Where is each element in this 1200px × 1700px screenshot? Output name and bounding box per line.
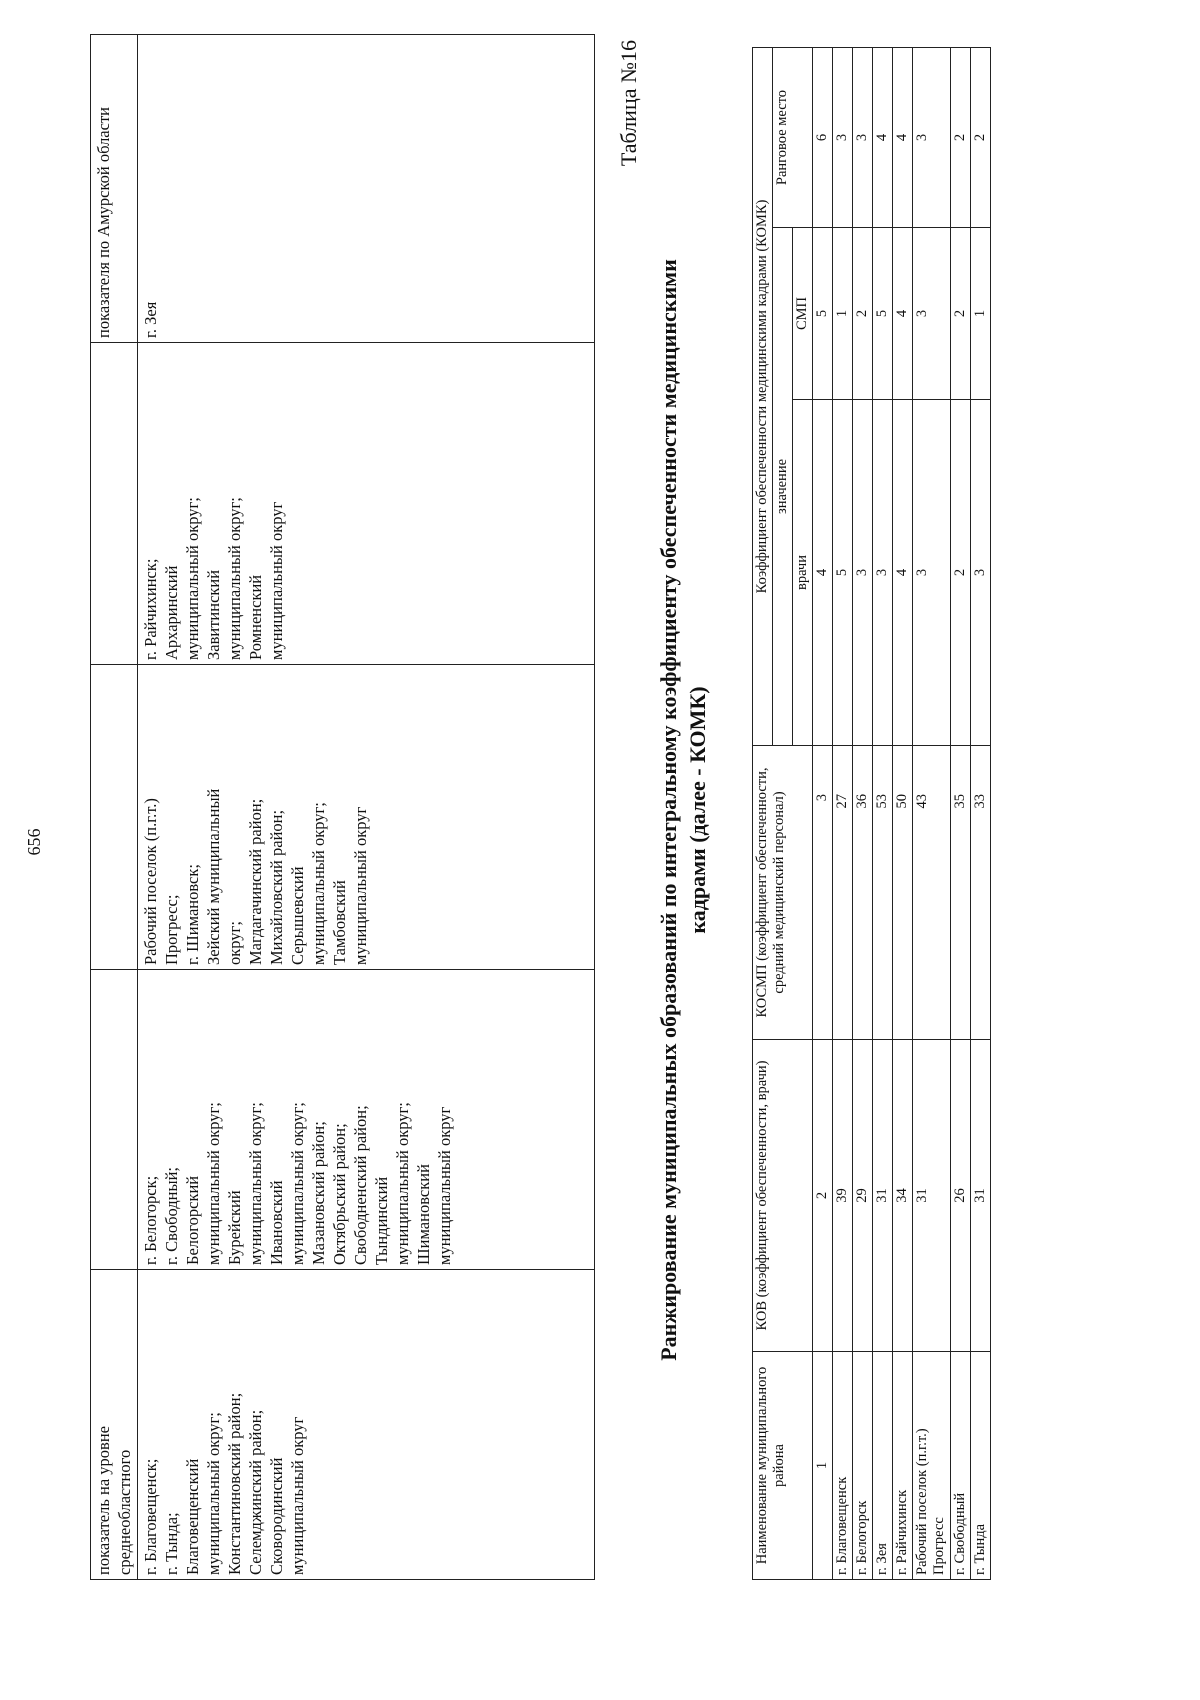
cell-smp: 2 — [853, 228, 873, 400]
table-header-row — [91, 35, 138, 1580]
header-kosmp: КОСМП (коэффициент обеспеченности, средний медицинский персонал) — [753, 746, 813, 1040]
table-row — [913, 48, 951, 1580]
table-row — [971, 48, 991, 1580]
cell-rank: 4 — [873, 48, 893, 228]
group-cell-3: Рабочий поселок (п.г.т.) Прогресс; г. Шимановск; Зейский муниципальный округ; Магдагачинский район; Михайловский район; Серышевский муниципальный округ; Тамбовский муниципальный округ — [138, 665, 595, 970]
cell-name: г. Райчихинск — [893, 1352, 913, 1580]
cell-kov: 31 — [913, 1040, 951, 1352]
cell-kov: 39 — [833, 1040, 853, 1352]
table-row — [853, 48, 873, 1580]
cell-doctors: 5 — [833, 400, 853, 746]
cell-name: г. Зея — [873, 1352, 893, 1580]
index-cell: 4 — [813, 400, 833, 746]
cell-kov: 26 — [951, 1040, 971, 1352]
cell-kov: 31 — [971, 1040, 991, 1352]
cell-smp: 1 — [971, 228, 991, 400]
cell-kosmp: 36 — [853, 746, 873, 1040]
table-title-line-2: кадрами (далее - КОМК) — [685, 686, 710, 934]
table-header-row — [753, 48, 773, 1580]
cell-kov: 34 — [893, 1040, 913, 1352]
cell-smp: 2 — [951, 228, 971, 400]
cell-name: г. Свободный — [951, 1352, 971, 1580]
table-title — [654, 40, 712, 1580]
cell-doctors: 4 — [893, 400, 913, 746]
cell-smp: 5 — [873, 228, 893, 400]
cell-name: Рабочий поселок (п.г.т.) Прогресс — [913, 1352, 951, 1580]
table-title-line-1: Ранжирование муниципальных образований по интегральному коэффициенту обеспеченности медицинскими — [656, 259, 681, 1361]
index-cell: 3 — [813, 746, 833, 1040]
header-rank: Ранговое место — [773, 48, 813, 228]
cell-name: г. Благовещенск — [833, 1352, 853, 1580]
cell-name: г. Белогорск — [853, 1352, 873, 1580]
cell-rank: 3 — [913, 48, 951, 228]
table-number: Таблица №16 — [616, 40, 641, 167]
cell-smp: 3 — [913, 228, 951, 400]
group-cell-2: г. Белогорск; г. Свободный; Белогорский муниципальный округ; Бурейский муниципальный округ; Ивановский муниципальный округ; Мазановский район; Октябрьский район; Свободненский район; Тындинский муниципальный округ; Шимановский муниципальный округ — [138, 970, 595, 1270]
page-number: 656 — [24, 828, 44, 856]
cell-kosmp: 50 — [893, 746, 913, 1040]
cell-rank: 2 — [951, 48, 971, 228]
cell-smp: 1 — [833, 228, 853, 400]
cell-kosmp: 35 — [951, 746, 971, 1040]
table-row — [951, 48, 971, 1580]
header-cell-2 — [91, 970, 138, 1270]
group-cell-5: г. Зея — [138, 35, 595, 343]
cell-kosmp: 27 — [833, 746, 853, 1040]
cell-kov: 31 — [873, 1040, 893, 1352]
header-name: Наименование муниципального района — [753, 1352, 813, 1580]
cell-rank: 3 — [833, 48, 853, 228]
table-row — [833, 48, 853, 1580]
table-row — [138, 35, 595, 1580]
group-cell-1: г. Благовещенск; г. Тында; Благовещенский муниципальный округ; Константиновский район; Селемджинский район; Сковородинский муниципальный округ — [138, 1270, 595, 1580]
index-cell: 6 — [813, 48, 833, 228]
cell-doctors: 3 — [873, 400, 893, 746]
index-cell: 1 — [813, 1352, 833, 1580]
cell-smp: 4 — [893, 228, 913, 400]
cell-rank: 4 — [893, 48, 913, 228]
cell-doctors: 2 — [951, 400, 971, 746]
header-value: значение — [773, 228, 793, 746]
komk-ranking-table — [752, 47, 991, 1580]
cell-doctors: 3 — [971, 400, 991, 746]
index-cell: 5 — [813, 228, 833, 400]
cell-doctors: 3 — [853, 400, 873, 746]
cell-name: г. Тында — [971, 1352, 991, 1580]
cell-kov: 29 — [853, 1040, 873, 1352]
header-komk: Коэффициент обеспеченности медицинскими кадрами (КОМК) — [753, 48, 773, 746]
cell-rank: 2 — [971, 48, 991, 228]
group-cell-4: г. Райчихинск; Архаринский муниципальный округ; Завитинский муниципальный округ; Ромненский муниципальный округ — [138, 343, 595, 665]
cell-kosmp: 33 — [971, 746, 991, 1040]
table-row — [893, 48, 913, 1580]
index-cell: 2 — [813, 1040, 833, 1352]
header-cell-3 — [91, 665, 138, 970]
cell-doctors: 3 — [913, 400, 951, 746]
header-cell-average-level: показатель на уровне среднеобластного — [91, 1270, 138, 1580]
header-kov: КОВ (коэффициент обеспеченности, врачи) — [753, 1040, 813, 1352]
table-row — [873, 48, 893, 1580]
table-row-index — [813, 48, 833, 1580]
ranking-groups-table — [90, 34, 595, 1580]
cell-kosmp: 43 — [913, 746, 951, 1040]
header-smp: СМП — [793, 228, 813, 400]
cell-kosmp: 53 — [873, 746, 893, 1040]
cell-rank: 3 — [853, 48, 873, 228]
header-doctors: врачи — [793, 400, 813, 746]
header-cell-4 — [91, 343, 138, 665]
header-cell-region-level: показателя по Амурской области — [91, 35, 138, 343]
